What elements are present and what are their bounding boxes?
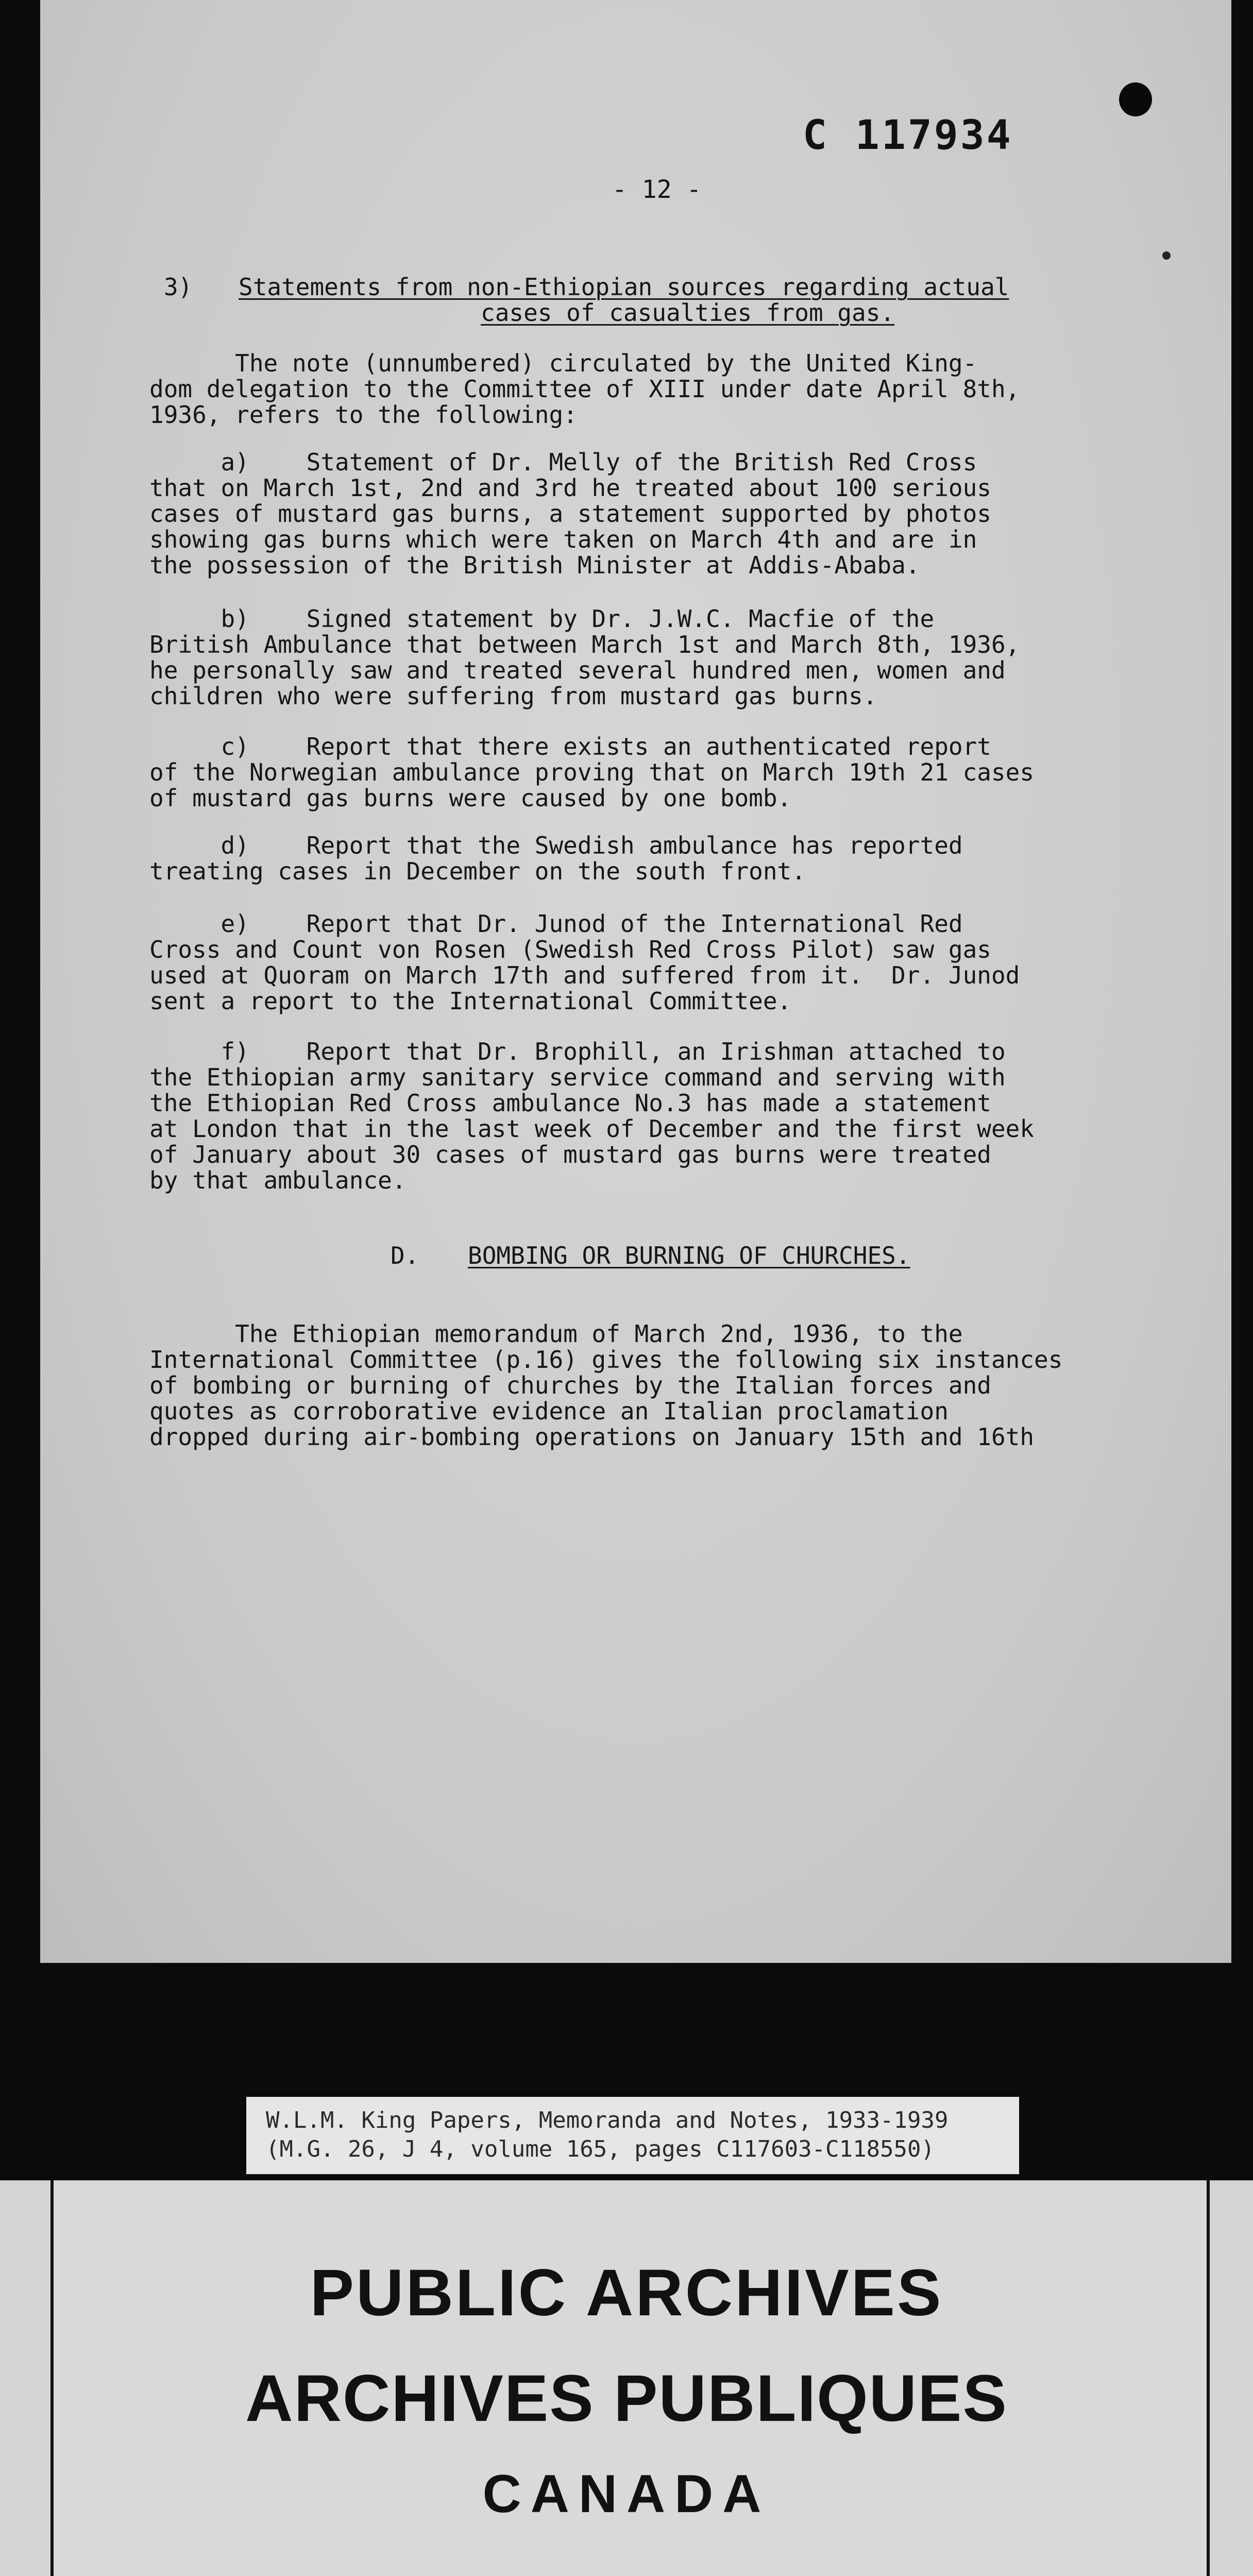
item-a: a) Statement of Dr. Melly of the British Red Cross that on March 1st, 2nd and 3rd he treated about 100 serious cases of mustard gas burns, a statement supported by photos showing gas burns which were taken on March 4th and are in the possession of the British Minister at Addis-Ababa. <box>149 448 991 579</box>
reference-number: C 117934 <box>803 112 1013 159</box>
section-d-letter: D. <box>391 1242 419 1269</box>
stamp-line2: (M.G. 26, J 4, volume 165, pages C117603-C118550) <box>266 2136 935 2162</box>
archives-banner <box>0 2180 1253 2576</box>
ink-speck <box>1162 251 1171 260</box>
item-d: d) Report that the Swedish ambulance has reported treating cases in December on the south front. <box>149 832 963 885</box>
section-3-heading-line2: cases of casualties from gas. <box>481 299 895 327</box>
intro-paragraph: The note (unnumbered) circulated by the United King- dom delegation to the Committee of XIII under date April 8th, 1936, refers to the following: <box>149 349 1020 429</box>
archives-line-canada: CANADA <box>482 2464 771 2524</box>
document-page <box>40 0 1231 1963</box>
section-3-heading-line1: Statements from non-Ethiopian sources regarding actual <box>239 273 1009 301</box>
punch-hole <box>1119 82 1152 116</box>
archives-line-french: ARCHIVES PUBLIQUES <box>245 2362 1008 2435</box>
archives-line-english: PUBLIC ARCHIVES <box>310 2256 943 2330</box>
section-d-paragraph: The Ethiopian memorandum of March 2nd, 1936, to the International Committee (p.16) gives the following six instances of bombing or burning of churches by the Italian forces and quotes as corroborative evidence an Italian proclamation dropped during air-bombing operations on January 15th and 16th <box>149 1320 1063 1451</box>
archive-citation-stamp <box>246 2097 1019 2174</box>
page-number: - 12 - <box>612 175 702 204</box>
stamp-line1: W.L.M. King Papers, Memoranda and Notes, 1933-1939 <box>266 2107 949 2133</box>
item-b: b) Signed statement by Dr. J.W.C. Macfie of the British Ambulance that between March 1st and March 8th, 1936, he personally saw and treated several hundred men, women and children who were suffering from mustard gas burns. <box>149 605 1020 710</box>
item-f: f) Report that Dr. Brophill, an Irishman attached to the Ethiopian army sanitary service command and serving with the Ethiopian Red Cross ambulance No.3 has made a statement at London that in the last week of December and the first week of January about 30 cases of mustard gas burns were treated by that ambulance. <box>149 1038 1035 1194</box>
item-e: e) Report that Dr. Junod of the International Red Cross and Count von Rosen (Swedish Red Cross Pilot) saw gas used at Quoram on March 17th and suffered from it. Dr. Junod sent a report to the International Committee. <box>149 910 1020 1015</box>
item-c: c) Report that there exists an authenticated report of the Norwegian ambulance proving that on March 19th 21 cases of mustard gas burns were caused by one bomb. <box>149 733 1035 812</box>
section-3-number: 3) <box>164 273 193 301</box>
section-d-heading: BOMBING OR BURNING OF CHURCHES. <box>468 1242 910 1269</box>
